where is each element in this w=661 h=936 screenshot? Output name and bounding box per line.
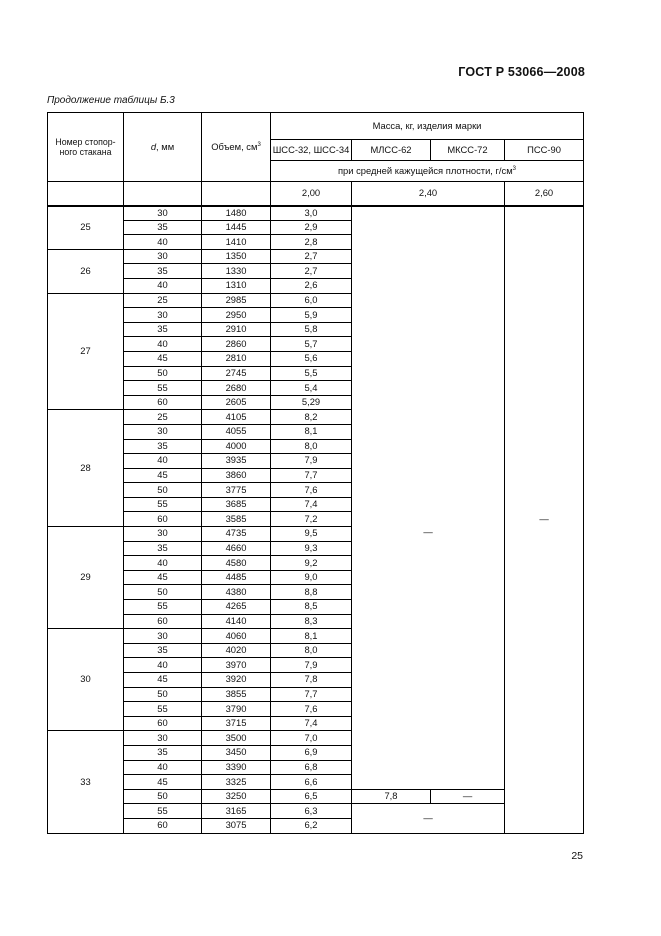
volume-cell: 4735	[202, 527, 271, 542]
volume-cell: 1410	[202, 235, 271, 250]
volume-cell: 1480	[202, 206, 271, 221]
diameter-cell: 35	[124, 745, 202, 760]
mass-cell: 5,7	[271, 337, 352, 352]
diameter-cell: 35	[124, 220, 202, 235]
diameter-cell: 60	[124, 716, 202, 731]
volume-cell: 3325	[202, 775, 271, 790]
density-spacer	[48, 182, 124, 206]
diameter-cell: 40	[124, 760, 202, 775]
mass-cell: 8,2	[271, 410, 352, 425]
stopper-number-cell: 27	[48, 293, 124, 410]
diameter-cell: 60	[124, 614, 202, 629]
diameter-cell: 30	[124, 249, 202, 264]
volume-cell: 2810	[202, 351, 271, 366]
diameter-cell: 40	[124, 454, 202, 469]
mass-cell: 7,2	[271, 512, 352, 527]
volume-cell: 4060	[202, 629, 271, 644]
density-spacer	[202, 182, 271, 206]
mass-cell: 2,8	[271, 235, 352, 250]
volume-cell: 1445	[202, 220, 271, 235]
volume-cell: 1350	[202, 249, 271, 264]
diameter-cell: 60	[124, 395, 202, 410]
mass-cell: 5,5	[271, 366, 352, 381]
mass-cell: 5,6	[271, 351, 352, 366]
diameter-cell: 55	[124, 497, 202, 512]
header-density-label	[271, 161, 584, 182]
table-body	[48, 182, 584, 834]
stopper-number-cell: 30	[48, 629, 124, 731]
volume-cell: 4580	[202, 556, 271, 571]
diameter-cell: 30	[124, 206, 202, 221]
diameter-cell: 50	[124, 687, 202, 702]
volume-cell: 3775	[202, 483, 271, 498]
header-diameter-unit: , мм	[156, 140, 175, 152]
header-brand-shss: ШСС-32, ШСС-34	[271, 140, 352, 161]
volume-cell: 3165	[202, 804, 271, 819]
volume-cell: 4105	[202, 410, 271, 425]
diameter-cell: 30	[124, 424, 202, 439]
mass-cell: 2,7	[271, 264, 352, 279]
diameter-cell: 45	[124, 570, 202, 585]
volume-cell: 4020	[202, 643, 271, 658]
diameter-cell: 35	[124, 541, 202, 556]
mass-cell: 8,0	[271, 439, 352, 454]
density-value-mlss-mkss: 2,40	[352, 182, 505, 206]
diameter-cell: 25	[124, 293, 202, 308]
diameter-cell: 60	[124, 512, 202, 527]
diameter-cell: 50	[124, 483, 202, 498]
mass-cell: 6,8	[271, 760, 352, 775]
volume-cell: 2950	[202, 308, 271, 323]
mass-cell: 7,9	[271, 658, 352, 673]
diameter-cell: 45	[124, 468, 202, 483]
mass-cell: 9,5	[271, 527, 352, 542]
mass-cell: 7,7	[271, 468, 352, 483]
mass-cell: 5,8	[271, 322, 352, 337]
volume-cell: 3970	[202, 658, 271, 673]
diameter-cell: 40	[124, 556, 202, 571]
mass-cell: 8,8	[271, 585, 352, 600]
mass-cell: 6,9	[271, 745, 352, 760]
mkss-value-cell: —	[431, 789, 505, 804]
volume-cell: 3935	[202, 454, 271, 469]
volume-cell: 2985	[202, 293, 271, 308]
density-value-shss: 2,00	[271, 182, 352, 206]
diameter-cell: 55	[124, 381, 202, 396]
mass-cell: 7,6	[271, 483, 352, 498]
diameter-cell: 30	[124, 731, 202, 746]
volume-cell: 2605	[202, 395, 271, 410]
diameter-cell: 60	[124, 818, 202, 833]
diameter-cell: 45	[124, 775, 202, 790]
mass-cell: 6,3	[271, 804, 352, 819]
diameter-cell: 40	[124, 278, 202, 293]
pss-dash-cell: —	[505, 206, 584, 834]
volume-cell: 2680	[202, 381, 271, 396]
mass-cell: 2,6	[271, 278, 352, 293]
stopper-number-cell: 25	[48, 206, 124, 250]
mass-cell: 7,6	[271, 702, 352, 717]
stopper-number-cell: 26	[48, 249, 124, 293]
mass-cell: 5,4	[271, 381, 352, 396]
diameter-cell: 35	[124, 322, 202, 337]
diameter-cell: 35	[124, 264, 202, 279]
mass-cell: 2,9	[271, 220, 352, 235]
mass-cell: 5,29	[271, 395, 352, 410]
mass-cell: 5,9	[271, 308, 352, 323]
volume-cell: 3860	[202, 468, 271, 483]
diameter-cell: 35	[124, 439, 202, 454]
header-brand-pss: ПСС-90	[505, 140, 584, 161]
mass-cell: 7,0	[271, 731, 352, 746]
table-caption: Продолжение таблицы Б.3	[47, 95, 175, 106]
mass-cell: 8,1	[271, 629, 352, 644]
volume-cell: 2910	[202, 322, 271, 337]
diameter-cell: 35	[124, 643, 202, 658]
data-table	[47, 112, 584, 834]
volume-cell: 4660	[202, 541, 271, 556]
diameter-cell: 30	[124, 308, 202, 323]
volume-cell: 4055	[202, 424, 271, 439]
mass-cell: 2,7	[271, 249, 352, 264]
header-brand-mlss: МЛСС-62	[352, 140, 431, 161]
mass-cell: 9,2	[271, 556, 352, 571]
volume-cell: 4000	[202, 439, 271, 454]
density-spacer	[124, 182, 202, 206]
volume-cell: 3920	[202, 673, 271, 688]
volume-cell: 4265	[202, 600, 271, 615]
mass-cell: 7,9	[271, 454, 352, 469]
volume-cell: 3585	[202, 512, 271, 527]
header-density-exponent: 3	[512, 165, 517, 172]
mass-cell: 6,2	[271, 818, 352, 833]
tail-dash-cell: —	[352, 804, 505, 833]
volume-cell: 3855	[202, 687, 271, 702]
mass-cell: 7,8	[271, 673, 352, 688]
mass-cell: 6,6	[271, 775, 352, 790]
header-diameter-symbol: d	[150, 140, 157, 152]
stopper-number-cell: 28	[48, 410, 124, 527]
volume-cell: 3075	[202, 818, 271, 833]
diameter-cell: 40	[124, 658, 202, 673]
document-code: ГОСТ Р 53066—2008	[458, 65, 585, 79]
density-row	[48, 182, 584, 206]
table-row	[48, 789, 584, 804]
volume-cell: 1310	[202, 278, 271, 293]
header-volume	[202, 113, 271, 182]
header-volume-exponent: 3	[257, 141, 261, 148]
header-stopper-number: Номер стопор-ного стакана	[48, 113, 124, 182]
mass-cell: 9,3	[271, 541, 352, 556]
diameter-cell: 40	[124, 235, 202, 250]
diameter-cell: 40	[124, 337, 202, 352]
diameter-cell: 45	[124, 673, 202, 688]
table-row	[48, 804, 584, 819]
mass-cell: 8,3	[271, 614, 352, 629]
mass-cell: 6,0	[271, 293, 352, 308]
volume-cell: 3715	[202, 716, 271, 731]
mass-cell: 7,4	[271, 716, 352, 731]
mass-cell: 9,0	[271, 570, 352, 585]
volume-cell: 2860	[202, 337, 271, 352]
volume-cell: 3250	[202, 789, 271, 804]
volume-cell: 3500	[202, 731, 271, 746]
stopper-number-cell: 33	[48, 731, 124, 833]
mass-cell: 8,0	[271, 643, 352, 658]
volume-cell: 3450	[202, 745, 271, 760]
stopper-number-cell: 29	[48, 527, 124, 629]
diameter-cell: 30	[124, 629, 202, 644]
diameter-cell: 45	[124, 351, 202, 366]
diameter-cell: 55	[124, 600, 202, 615]
table-row	[48, 206, 584, 221]
volume-cell: 1330	[202, 264, 271, 279]
diameter-cell: 50	[124, 366, 202, 381]
density-value-pss: 2,60	[505, 182, 584, 206]
mass-cell: 8,1	[271, 424, 352, 439]
mass-cell: 6,5	[271, 789, 352, 804]
mlss-mkss-dash-cell: —	[352, 206, 505, 790]
volume-cell: 4140	[202, 614, 271, 629]
volume-cell: 2745	[202, 366, 271, 381]
diameter-cell: 55	[124, 804, 202, 819]
header-mass-group: Масса, кг, изделия марки	[271, 113, 584, 140]
diameter-cell: 30	[124, 527, 202, 542]
diameter-cell: 55	[124, 702, 202, 717]
mass-cell: 8,5	[271, 600, 352, 615]
diameter-cell: 25	[124, 410, 202, 425]
volume-cell: 4380	[202, 585, 271, 600]
diameter-cell: 50	[124, 585, 202, 600]
header-diameter	[124, 113, 202, 182]
header-brand-mkss: МКСС-72	[431, 140, 505, 161]
page-number: 25	[571, 850, 583, 862]
mass-cell: 7,7	[271, 687, 352, 702]
mass-cell: 7,4	[271, 497, 352, 512]
volume-cell: 4485	[202, 570, 271, 585]
table-header	[48, 113, 584, 182]
volume-cell: 3390	[202, 760, 271, 775]
diameter-cell: 50	[124, 789, 202, 804]
header-volume-label: Объем, см	[211, 140, 258, 152]
volume-cell: 3685	[202, 497, 271, 512]
mass-cell: 3,0	[271, 206, 352, 221]
header-density-text: при средней кажущейся плотности, г/см	[337, 164, 513, 176]
mlss-value-cell: 7,8	[352, 789, 431, 804]
volume-cell: 3790	[202, 702, 271, 717]
